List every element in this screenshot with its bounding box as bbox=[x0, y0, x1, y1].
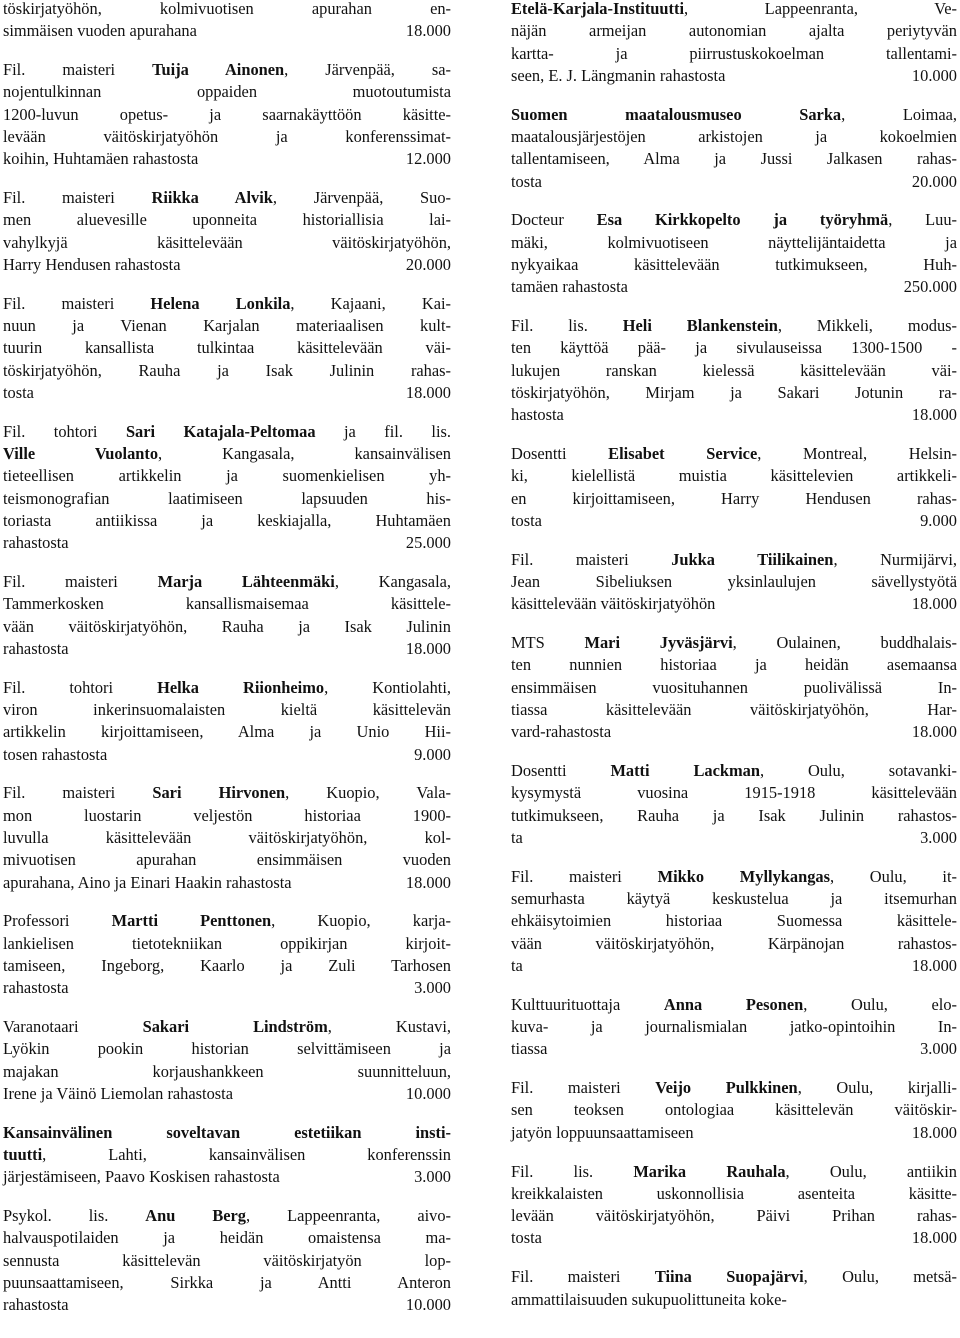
grant-text-line: tosta bbox=[511, 510, 542, 530]
grant-text-line: Kansainvälinen soveltavan estetiikan insti- bbox=[3, 1122, 451, 1142]
grant-entry bbox=[511, 443, 957, 532]
grant-text-line: majakan korjaushankkeen suunnitteluun, bbox=[3, 1061, 451, 1081]
grant-text-line: mon luostarin veljestön historiaa 1900- bbox=[3, 805, 451, 825]
grant-entry bbox=[3, 59, 451, 170]
grant-amount: 18.000 bbox=[405, 638, 451, 658]
grant-amount: 18.000 bbox=[911, 955, 957, 975]
grant-amount: 18.000 bbox=[405, 872, 451, 892]
grant-text-line: teismonografian laatimiseen lapsuuden his- bbox=[3, 488, 451, 508]
grant-entry bbox=[511, 1077, 957, 1144]
grant-text-line: Etelä-Karjala-Instituutti, Lappeenranta, Ve- bbox=[511, 0, 957, 18]
grant-text-line: vard-rahastosta bbox=[511, 722, 612, 742]
grant-amount: 9.000 bbox=[920, 510, 957, 530]
grant-text-line: ehkäisytoimien historiaa Suomessa käsittele- bbox=[511, 911, 957, 931]
grant-text-line: tutkimukseen, Rauha ja Isak Julinin rahastos- bbox=[511, 805, 957, 825]
grant-text-line: tamiseen, Ingeborg, Kaarlo ja Zuli Tarhosen bbox=[3, 955, 451, 975]
grant-text-line: Suomen maatalousmuseo Sarka, Loimaa, bbox=[511, 104, 957, 124]
grant-text-line: Tammerkosken kansallismaisemaa käsittele- bbox=[3, 594, 451, 614]
grant-text-line: hastosta bbox=[511, 405, 564, 425]
grant-text-line: ta bbox=[511, 955, 523, 975]
grant-text-line: Kulttuurituottaja Anna Pesonen, Oulu, elo- bbox=[511, 994, 957, 1014]
grant-text-line: MTS Mari Jyväsjärvi, Oulainen, buddhalais- bbox=[511, 633, 957, 653]
grant-amount: 18.000 bbox=[911, 722, 957, 742]
grant-text-line: Fil. maisteri Sari Hirvonen, Kuopio, Vala- bbox=[3, 783, 451, 803]
grant-text-line: Fil. lis. Marika Rauhala, Oulu, antiikin bbox=[511, 1161, 957, 1181]
grant-amount: 3.000 bbox=[414, 1167, 451, 1187]
grant-text-line: Fil. maisteri Tiina Suopajärvi, Oulu, metsä- bbox=[511, 1267, 957, 1287]
grant-text-line: ten käyttöä pää- ja sivulauseissa 1300-1500 - bbox=[511, 338, 957, 358]
grant-entry bbox=[511, 549, 957, 616]
grant-text-line: Irene ja Väinö Liemolan rahastosta bbox=[3, 1083, 233, 1103]
grant-text-line: ensimmäisen vuosituhannen puolivälissä In- bbox=[511, 677, 957, 697]
grant-text-line: töskirjatyöhön, Mirjam ja Sakari Jotunin ra- bbox=[511, 382, 957, 402]
grant-text-line: Fil. maisteri Tuija Ainonen, Järvenpää, sa- bbox=[3, 60, 451, 80]
grant-text-line: viron inkerinsuomalaisten kieltä käsittelevän bbox=[3, 700, 451, 720]
grant-entry bbox=[3, 910, 451, 999]
grant-text-line: Lyökin pookin historian selvittämiseen ja bbox=[3, 1039, 451, 1059]
grant-text-line: tuurin kansallista tulkintaa käsittelevään väi- bbox=[3, 338, 451, 358]
grant-text-line: puunsaattamiseen, Sirkka ja Antti Anteron bbox=[3, 1273, 451, 1293]
grant-amount: 250.000 bbox=[903, 277, 957, 297]
grant-entry bbox=[511, 315, 957, 426]
grant-text-line: tosta bbox=[511, 1228, 542, 1248]
grant-text-line: Psykol. lis. Anu Berg, Lappeenranta, aivo- bbox=[3, 1206, 452, 1226]
grant-text-line: kuva- ja journalismialan jatko-opintoihin In- bbox=[511, 1017, 957, 1037]
grant-text-line: rahastosta bbox=[3, 1295, 69, 1315]
grant-text-line: Fil. maisteri Mikko Myllykangas, Oulu, it- bbox=[511, 866, 957, 886]
grant-text-line: järjestämiseen, Paavo Koskisen rahastosta bbox=[3, 1167, 280, 1187]
grant-amount: 20.000 bbox=[405, 254, 451, 274]
grant-entry bbox=[3, 677, 451, 766]
grant-text-line: lankielisen tietotekniikan oppikirjan kirjoit- bbox=[3, 933, 451, 953]
grant-amount: 18.000 bbox=[911, 405, 957, 425]
grant-amount: 9.000 bbox=[414, 744, 451, 764]
grant-text-line: kysymystä vuosina 1915-1918 käsittelevään bbox=[511, 783, 957, 803]
grant-text-line: artikkelin kirjoittamiseen, Alma ja Unio Hii- bbox=[3, 722, 451, 742]
grant-text-line: Docteur Esa Kirkkopelto ja työryhmä, Luu- bbox=[511, 210, 957, 230]
grant-amount: 3.000 bbox=[920, 828, 957, 847]
grant-text-line: tiassa bbox=[511, 1039, 548, 1059]
grant-text-line: nuun ja Vienan Karjalan materiaalisen kult- bbox=[3, 316, 451, 336]
grant-amount: 25.000 bbox=[405, 533, 451, 553]
grant-text-line: Ville Vuolanto, Kangasala, kansainvälisen bbox=[3, 444, 451, 464]
grant-entry bbox=[3, 1016, 451, 1105]
grant-amount: 10.000 bbox=[405, 1295, 451, 1315]
grant-text-line: kartta- ja piirrustuskokoelman tallentami- bbox=[511, 43, 957, 63]
grant-entry bbox=[3, 1122, 451, 1189]
grant-text-line: töskirjatyöhön, Rauha ja Isak Julinin rahas- bbox=[3, 360, 451, 380]
grant-entry bbox=[511, 866, 957, 977]
grant-entry bbox=[3, 0, 451, 43]
grant-text-line: ammattilaisuuden sukupuolittuneita koke- bbox=[511, 1289, 787, 1309]
grant-text-line: töskirjatyöhön, kolmivuotisen apurahan en- bbox=[3, 0, 451, 18]
grant-text-line: käsittelevään väitöskirjatyöhön bbox=[511, 594, 716, 614]
grant-entry bbox=[511, 632, 957, 743]
grant-text-line: Harry Hendusen rahastosta bbox=[3, 254, 181, 274]
grant-amount: 3.000 bbox=[414, 978, 451, 998]
grant-text-line: Fil. lis. Heli Blankenstein, Mikkeli, modus- bbox=[511, 316, 957, 336]
grant-text-line: Dosentti Elisabet Service, Montreal, Helsin- bbox=[511, 444, 958, 464]
grant-entry bbox=[511, 1266, 957, 1311]
grant-text-line: Jean Sibeliuksen yksinlaulujen sävellystyötä bbox=[511, 572, 957, 592]
grant-entry bbox=[511, 0, 957, 87]
grant-text-line: mivuotisen apurahan ensimmäisen vuoden bbox=[3, 850, 451, 870]
grant-text-line: tosta bbox=[511, 171, 542, 191]
grant-text-line: tiassa käsittelevään väitöskirjatyöhön, Har- bbox=[511, 700, 957, 720]
grant-text-line: rahastosta bbox=[3, 638, 69, 658]
grant-text-line: mäki, kolmivuotiseen näyttelijäntaidetta ja bbox=[511, 232, 957, 252]
grant-entry bbox=[3, 1205, 451, 1316]
grant-text-line: halvauspotilaiden ja heidän omaistensa ma- bbox=[3, 1228, 451, 1248]
grant-text-line: seen, E. J. Längmanin rahastosta bbox=[511, 65, 726, 85]
grant-text-line: sen teoksen ontologiaa käsittelevän väitöskir- bbox=[511, 1100, 957, 1120]
grant-text-line: tallentamiseen, Alma ja Jussi Jalkasen rahas- bbox=[511, 149, 957, 169]
grant-amount: 18.000 bbox=[911, 1228, 957, 1248]
grant-text-line: jatyön loppuunsaattamiseen bbox=[511, 1122, 694, 1142]
grant-text-line: koihin, Huhtamäen rahastosta bbox=[3, 149, 199, 169]
grant-text-line: Fil. maisteri Helena Lonkila, Kajaani, Kai- bbox=[3, 293, 451, 313]
grant-text-line: lukujen ranskan kielessä käsittelevään väi- bbox=[511, 360, 957, 380]
grant-text-line: luvulla käsittelevään väitöskirjatyöhön, kol- bbox=[3, 828, 451, 847]
grant-text-line: Fil. maisteri Riikka Alvik, Järvenpää, Suo- bbox=[3, 188, 451, 208]
grant-amount: 3.000 bbox=[920, 1039, 957, 1059]
grant-entry bbox=[511, 209, 957, 298]
grant-text-line: Fil. maisteri Jukka Tiilikainen, Nurmijärvi, bbox=[511, 549, 958, 569]
grant-amount: 18.000 bbox=[911, 1122, 957, 1142]
grant-entry bbox=[3, 571, 451, 660]
grant-entry bbox=[3, 782, 451, 893]
grant-text-line: rahastosta bbox=[3, 978, 69, 998]
grant-entry bbox=[511, 994, 957, 1061]
grant-text-line: levään väitöskirjatyöhön ja konferenssimat- bbox=[3, 126, 451, 146]
grant-entry bbox=[3, 187, 451, 276]
grant-text-line: tosta bbox=[3, 382, 34, 402]
grant-text-line: Dosentti Matti Lackman, Oulu, sotavanki- bbox=[511, 761, 957, 781]
grant-text-line: men aluevesille uponneita historiallisia lai- bbox=[3, 210, 451, 230]
grant-entry bbox=[3, 293, 451, 404]
grant-text-line: vään väitöskirjatyöhön, Rauha ja Isak Julinin bbox=[3, 616, 451, 636]
grant-text-line: kreikkalaisten uskonnollisia asenteita käsitte- bbox=[511, 1183, 957, 1203]
grant-text-line: tuutti, Lahti, kansainvälisen konferenssin bbox=[3, 1145, 451, 1165]
grant-text-line: nykyaikaa käsittelevään tutkimukseen, Huh- bbox=[511, 254, 957, 274]
grant-entry bbox=[511, 104, 957, 193]
grant-amount: 20.000 bbox=[911, 171, 957, 191]
grant-text-line: simmäisen vuoden apurahana bbox=[3, 21, 197, 41]
grant-text-line: ki, kielellistä muistia käsittelevien artikkeli- bbox=[511, 466, 957, 486]
grant-text-line: 1200-luvun opetus- ja saarnakäyttöön käsitte- bbox=[3, 104, 451, 124]
grant-entry bbox=[3, 421, 451, 555]
grant-text-line: semurhasta käytyä keskustelua ja itsemurhan bbox=[511, 889, 957, 909]
grant-text-line: ta bbox=[511, 828, 523, 847]
grant-amount: 10.000 bbox=[405, 1083, 451, 1103]
grant-text-line: vään väitöskirjatyöhön, Kärpänojan rahastos- bbox=[511, 933, 957, 953]
grant-entry bbox=[511, 760, 957, 849]
grant-text-line: Fil. tohtori Helka Riionheimo, Kontiolahti, bbox=[3, 677, 451, 697]
grant-amount: 18.000 bbox=[405, 382, 451, 402]
grant-entry bbox=[511, 1161, 957, 1250]
grant-amount: 18.000 bbox=[405, 21, 451, 41]
grant-list-right-column bbox=[511, 0, 957, 1327]
grant-list-left-column bbox=[3, 0, 451, 1333]
grant-text-line: tieteellisen artikkelin ja suomenkielisen yh- bbox=[3, 466, 451, 486]
grant-text-line: ten nunnien historiaa ja heidän asemaansa bbox=[511, 655, 957, 675]
grant-text-line: Varanotaari Sakari Lindström, Kustavi, bbox=[3, 1017, 451, 1037]
grant-amount: 10.000 bbox=[911, 65, 957, 85]
grant-text-line: näjän armeijan autonomian ajalta periytyvän bbox=[511, 21, 957, 41]
grant-text-line: toriasta antiikissa ja keskiajalla, Huhtamäen bbox=[3, 510, 451, 530]
grant-text-line: tamäen rahastosta bbox=[511, 277, 628, 297]
grant-text-line: Fil. tohtori Sari Katajala-Peltomaa ja fil. lis. bbox=[3, 421, 451, 441]
grant-text-line: maatalousjärjestöjen arkistojen ja kokoelmien bbox=[511, 126, 957, 146]
grant-text-line: sennusta käsittelevän väitöskirjatyön lop- bbox=[3, 1250, 451, 1270]
grant-text-line: Fil. maisteri Veijo Pulkkinen, Oulu, kirjalli- bbox=[511, 1078, 957, 1098]
grant-text-line: rahastosta bbox=[3, 533, 69, 553]
grant-amount: 18.000 bbox=[911, 594, 957, 614]
grant-text-line: apurahana, Aino ja Einari Haakin rahastosta bbox=[3, 872, 292, 892]
grant-text-line: Professori Martti Penttonen, Kuopio, karja- bbox=[3, 911, 451, 931]
grant-text-line: tosen rahastosta bbox=[3, 744, 108, 764]
grant-text-line: levään väitöskirjatyöhön, Päivi Prihan rahas- bbox=[511, 1206, 957, 1226]
grant-text-line: nojentulkinnan oppaiden muotoutumista bbox=[3, 82, 451, 102]
grant-amount: 12.000 bbox=[405, 149, 451, 169]
grant-text-line: Fil. maisteri Marja Lähteenmäki, Kangasala, bbox=[3, 572, 451, 592]
grant-text-line: en kirjoittamiseen, Harry Hendusen rahas- bbox=[511, 488, 957, 508]
grant-text-line: vahylkyjä käsittelevään väitöskirjatyöhön, bbox=[3, 232, 451, 252]
